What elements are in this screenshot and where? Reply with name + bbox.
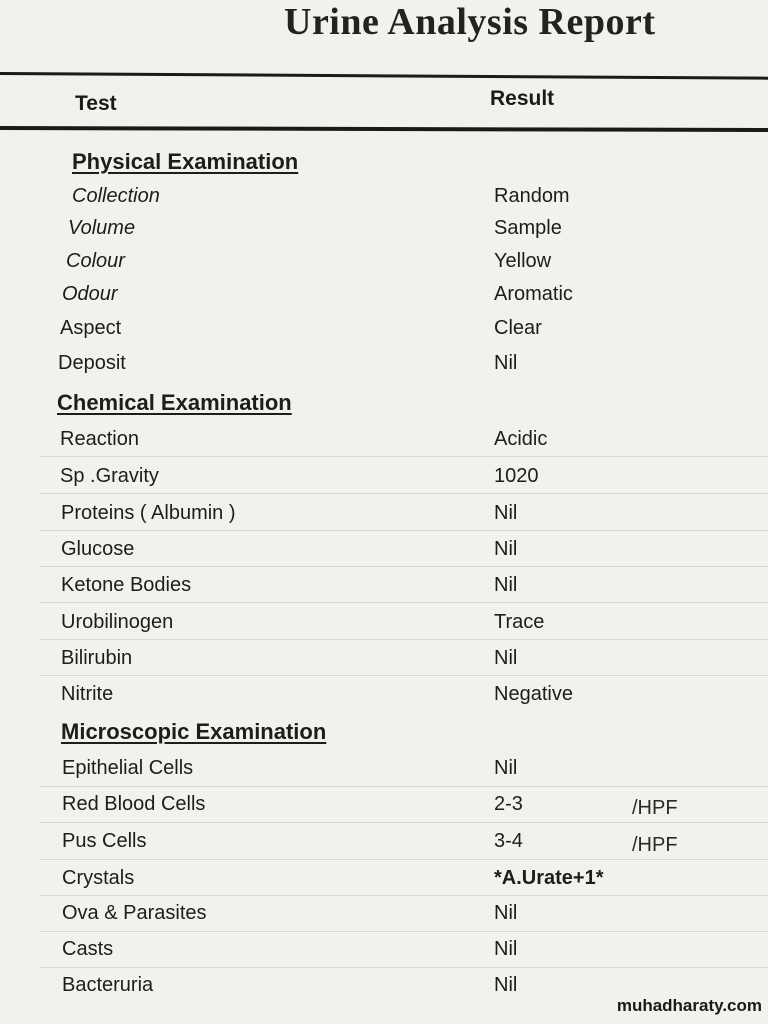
- row-divider: [40, 895, 768, 896]
- test-name: Ketone Bodies: [61, 574, 192, 596]
- table-row: [0, 283, 768, 313]
- test-result: 2-3: [494, 793, 523, 815]
- table-row: [0, 502, 768, 532]
- row-divider: [40, 602, 768, 603]
- report-title: Urine Analysis Report: [284, 1, 656, 43]
- row-divider: [40, 530, 768, 531]
- test-result: Nil: [494, 902, 518, 924]
- test-result: Negative: [494, 683, 573, 705]
- test-result: *A.Urate+1*: [494, 867, 604, 889]
- column-header-test: Test: [75, 92, 117, 115]
- test-name: Odour: [62, 283, 118, 305]
- row-divider: [40, 675, 768, 676]
- row-divider: [40, 566, 768, 567]
- test-result: Nil: [494, 352, 518, 374]
- test-result: Acidic: [494, 428, 548, 450]
- test-name: Sp .Gravity: [60, 465, 159, 487]
- test-name: Bacteruria: [62, 974, 154, 996]
- section-heading-microscopic: Microscopic Examination: [61, 719, 327, 744]
- row-divider: [40, 931, 768, 932]
- row-divider: [40, 456, 768, 457]
- row-divider: [40, 967, 768, 968]
- test-name: Red Blood Cells: [62, 793, 206, 815]
- table-row: [0, 793, 768, 823]
- table-row: [0, 538, 768, 568]
- test-name: Collection: [72, 185, 160, 207]
- test-result: Sample: [494, 217, 562, 239]
- table-row: [0, 352, 768, 382]
- test-result: Nil: [494, 502, 518, 524]
- test-result: Random: [494, 185, 570, 207]
- test-name: Ova & Parasites: [62, 902, 207, 924]
- test-name: Proteins ( Albumin ): [61, 502, 236, 524]
- test-name: Colour: [66, 250, 125, 272]
- test-result: Nil: [494, 538, 518, 560]
- section-heading-chemical: Chemical Examination: [57, 390, 292, 415]
- table-row: [0, 185, 768, 215]
- header-top-rule: [0, 72, 768, 80]
- test-name: Volume: [68, 217, 136, 239]
- row-divider: [40, 786, 768, 787]
- test-name: Bilirubin: [61, 647, 133, 669]
- section-heading-physical: Physical Examination: [72, 149, 299, 174]
- row-divider: [40, 639, 768, 640]
- table-row: [0, 938, 768, 968]
- test-name: Nitrite: [61, 683, 114, 705]
- test-result: Aromatic: [494, 283, 573, 305]
- test-name: Urobilinogen: [61, 611, 174, 633]
- test-name: Epithelial Cells: [62, 757, 194, 779]
- table-row: [0, 465, 768, 495]
- test-name: Aspect: [60, 317, 122, 339]
- table-row: [0, 611, 768, 641]
- table-row: [0, 867, 768, 897]
- test-result: Nil: [494, 757, 518, 779]
- table-row: [0, 217, 768, 247]
- test-name: Crystals: [62, 867, 135, 889]
- table-row: [0, 428, 768, 458]
- test-name: Glucose: [61, 538, 135, 560]
- table-row: [0, 317, 768, 347]
- test-result: Nil: [494, 974, 518, 996]
- test-result: Nil: [494, 647, 518, 669]
- table-row: [0, 574, 768, 604]
- table-row: [0, 830, 768, 860]
- test-result: Nil: [494, 938, 518, 960]
- test-result: 1020: [494, 465, 539, 487]
- table-row: [0, 757, 768, 787]
- column-header-result: Result: [490, 87, 555, 110]
- test-result: Yellow: [494, 250, 552, 272]
- header-bottom-rule: [0, 126, 768, 132]
- table-row: [0, 683, 768, 713]
- table-row: [0, 250, 768, 280]
- test-name: Deposit: [58, 352, 126, 374]
- row-divider: [40, 493, 768, 494]
- test-unit: /HPF: [632, 834, 678, 856]
- test-name: Pus Cells: [62, 830, 147, 852]
- site-watermark: muhadharaty.com: [616, 996, 762, 1015]
- test-result: Nil: [494, 574, 518, 596]
- table-row: [0, 902, 768, 932]
- test-result: Clear: [494, 317, 542, 339]
- test-unit: /HPF: [632, 797, 678, 819]
- table-row: [0, 647, 768, 677]
- test-name: Reaction: [60, 428, 139, 450]
- row-divider: [40, 859, 768, 860]
- test-result: 3-4: [494, 830, 523, 852]
- test-result: Trace: [494, 611, 545, 633]
- test-name: Casts: [62, 938, 114, 960]
- row-divider: [40, 822, 768, 823]
